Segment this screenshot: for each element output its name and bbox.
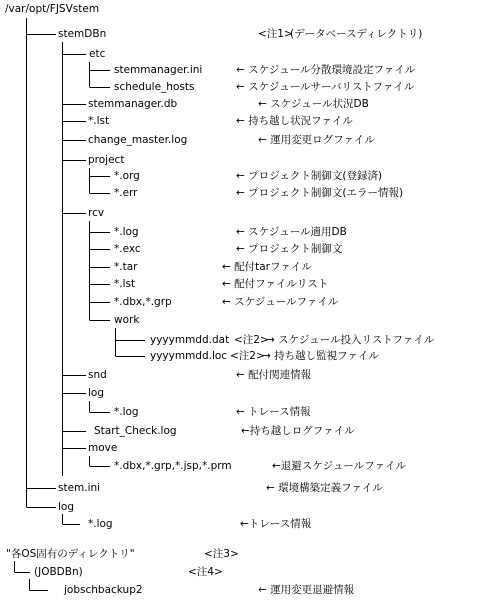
desc-move-files: ←退避スケジュールファイル	[272, 460, 406, 472]
node-log: log	[88, 387, 105, 399]
desc-log-log: ← トレース情報	[236, 406, 311, 418]
root-path: /var/opt/FJSVstem	[5, 3, 100, 15]
node-change-master-log: change_master.log	[88, 134, 188, 146]
desc-stemmanager-ini: ← スケジュール分散環境設定ファイル	[236, 64, 416, 76]
node-stemmanager-ini: stemmanager.ini	[114, 64, 203, 76]
node-log-log: *.log	[114, 406, 139, 418]
desc-log2-log: ←トレース情報	[240, 518, 312, 530]
desc-stemdbn: (データベースディレクトリ)	[290, 28, 423, 40]
node-work-dat: yyyymmdd.dat	[150, 334, 230, 346]
node-log2: log	[58, 501, 75, 513]
desc-schedule-hosts: ← スケジュールサーバリストファイル	[236, 81, 415, 93]
desc-start-check-log: ←持ち越しログファイル	[241, 425, 355, 437]
desc-org: ← プロジェクト制御文(登録済)	[236, 170, 383, 182]
node-schedule-hosts: schedule_hosts	[114, 81, 195, 93]
desc-work-dat: → スケジュール投入リストファイル	[266, 334, 435, 346]
desc-change-master-log: ← 運用変更ログファイル	[258, 134, 375, 146]
desc-stemmanager-db: ← スケジュール状況DB	[258, 98, 369, 110]
node-etc: etc	[89, 48, 106, 60]
node-stemdbn: stemDBn	[58, 28, 107, 40]
node-rcv-exc: *.exc	[114, 243, 141, 255]
node-stemmanager-db: stemmanager.db	[88, 98, 178, 110]
desc-rcv-log: ← スケジュール適用DB	[236, 226, 347, 238]
node-move-files: *.dbx,*.grp,*.jsp,*.prm	[114, 460, 232, 472]
node-jobdbn: (JOBDBn)	[34, 566, 83, 578]
node-rcv-lst: *.lst	[114, 278, 136, 290]
desc-rcv-lst: ← 配付ファイルリスト	[222, 278, 329, 290]
node-project: project	[88, 154, 125, 166]
node-rcv-dbx-grp: *.dbx,*.grp	[114, 296, 172, 308]
node-rcv: rcv	[88, 207, 105, 219]
desc-err: ← プロジェクト制御文(エラー情報)	[236, 187, 404, 199]
desc-rcv-exc: ← プロジェクト制御文	[236, 243, 343, 255]
desc-jobschbackup2: ← 運用変更退避情報	[258, 584, 355, 596]
node-org: *.org	[114, 170, 140, 182]
node-rcv-log: *.log	[114, 226, 139, 238]
node-jobschbackup2: jobschbackup2	[64, 584, 143, 596]
node-move: move	[88, 442, 118, 454]
note-jobdbn: <注4>	[188, 566, 223, 578]
node-snd: snd	[88, 369, 107, 381]
node-start-check-log: Start_Check.log	[94, 425, 177, 437]
node-work-loc: yyyymmdd.loc	[150, 350, 228, 362]
node-os-dir: "各OS固有のディレクトリ"	[6, 548, 135, 560]
node-lst-root: *.lst	[88, 115, 110, 127]
desc-rcv-tar: ← 配付tarファイル	[222, 261, 312, 273]
node-log2-log: *.log	[88, 518, 113, 530]
desc-stem-ini: ← 環境構築定義ファイル	[266, 482, 383, 494]
node-rcv-tar: *.tar	[114, 261, 138, 273]
desc-lst-root: ← 持ち越し状況ファイル	[236, 115, 353, 127]
note-stemdbn: <注1>	[258, 28, 293, 40]
desc-work-loc: → 持ち越し監視ファイル	[262, 350, 379, 362]
desc-snd: ← 配付関連情報	[236, 369, 312, 381]
node-err: *.err	[114, 187, 138, 199]
note-work-dat: <注2>	[234, 334, 269, 346]
note-work-loc: <注2>	[230, 350, 265, 362]
note-os-dir: <注3>	[204, 548, 239, 560]
node-stem-ini: stem.ini	[58, 482, 101, 494]
desc-rcv-dbx-grp: ← スケジュールファイル	[222, 296, 339, 308]
node-work: work	[114, 314, 140, 326]
